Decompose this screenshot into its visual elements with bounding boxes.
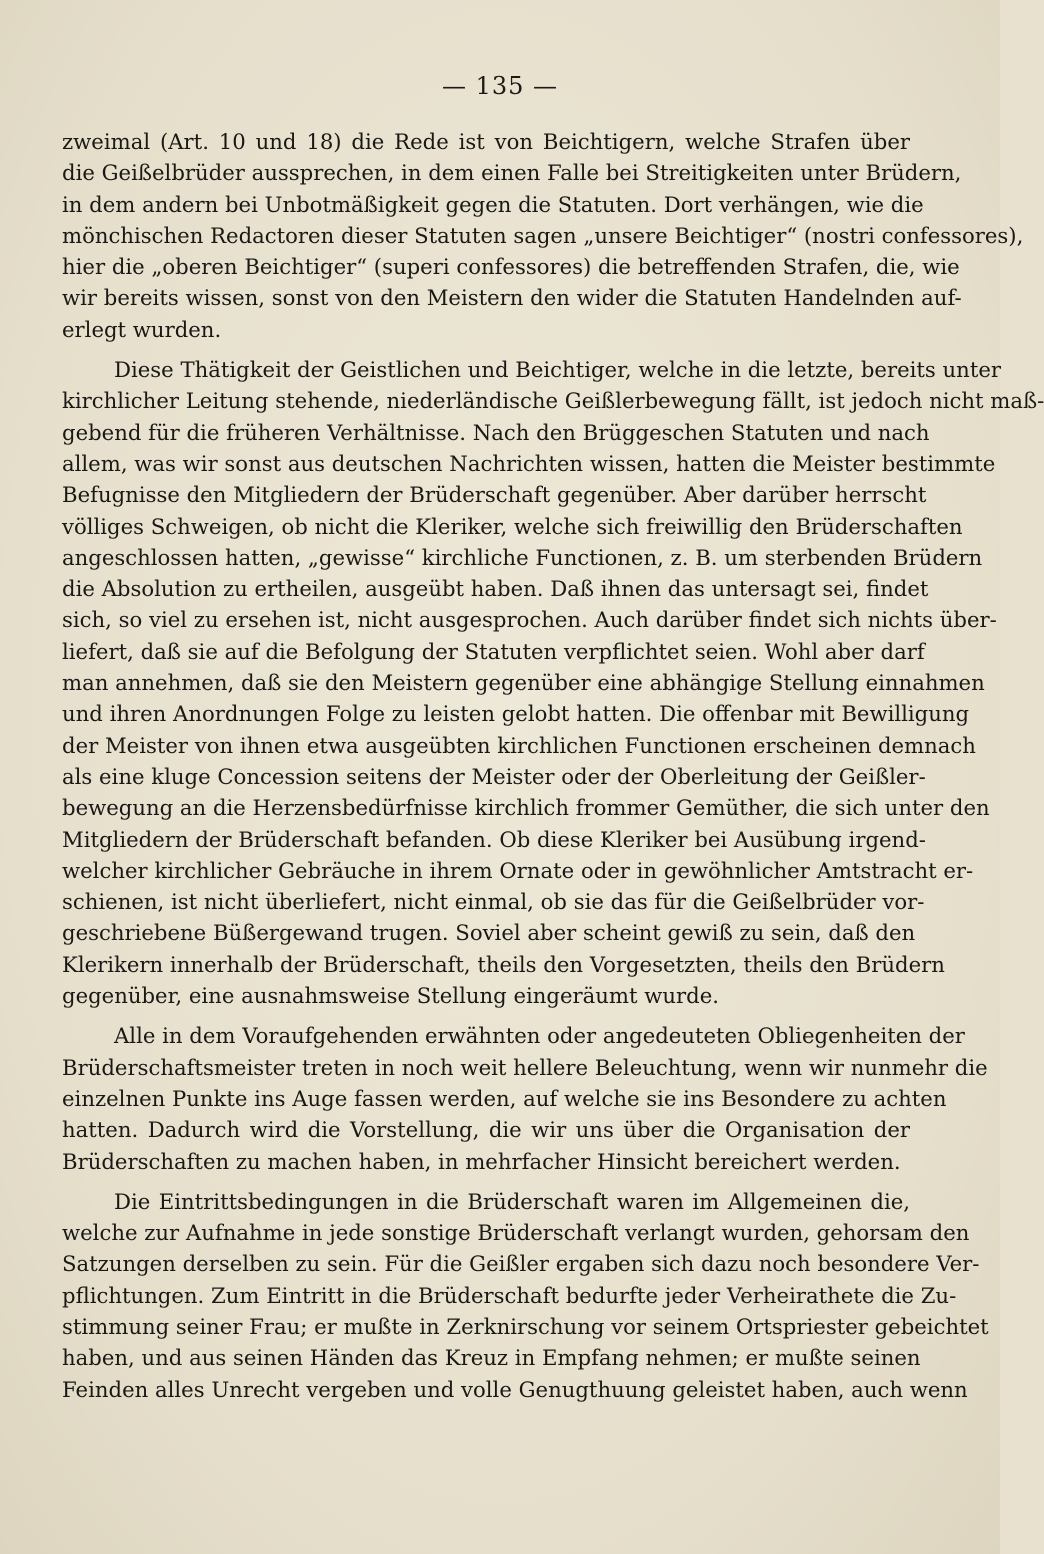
text-line: als eine kluge Concession seitens der Meister oder der Oberleitung der Geißler- bbox=[62, 763, 926, 789]
text-line: Klerikern innerhalb der Brüderschaft, theils den Vorgesetzten, theils den Brüdern bbox=[62, 951, 945, 977]
text-line: Diese Thätigkeit der Geistlichen und Beichtiger, welche in die letzte, bereits unter bbox=[114, 357, 1001, 383]
text-line: schienen, ist nicht überliefert, nicht einmal, ob sie das für die Geißelbrüder vor- bbox=[62, 889, 925, 915]
paragraph-1 bbox=[62, 126, 1024, 345]
text-line: erlegt wurden. bbox=[62, 316, 222, 342]
text-line: wir bereits wissen, sonst von den Meistern den wider die Statuten Handelnden auf- bbox=[62, 285, 962, 311]
text-line: welche zur Aufnahme in jede sonstige Brüderschaft verlangt wurden, gehorsam den bbox=[62, 1220, 970, 1246]
text-line: einzelnen Punkte ins Auge fassen werden, auf welche sie ins Besondere zu achten bbox=[62, 1085, 947, 1111]
paragraph-3 bbox=[62, 1020, 988, 1176]
text-line: und ihren Anordnungen Folge zu leisten gelobt hatten. Die offenbar mit Bewilligung bbox=[62, 701, 970, 727]
text-line: zweimal (Art. 10 und 18) die Rede ist von Beichtigern, welche Strafen über bbox=[62, 129, 910, 154]
text-line: Brüderschaften zu machen haben, in mehrfacher Hinsicht bereichert werden. bbox=[62, 1148, 901, 1174]
text-line: Die Eintrittsbedingungen in die Brüderschaft waren im Allgemeinen die, bbox=[114, 1188, 910, 1214]
text-line: kirchlicher Leitung stehende, niederländische Geißlerbewegung fällt, ist jedoch nicht maß- bbox=[62, 388, 1044, 414]
text-line: haben, und aus seinen Händen das Kreuz in Empfang nehmen; er mußte seinen bbox=[62, 1345, 921, 1371]
text-line: allem, was wir sonst aus deutschen Nachrichten wissen, hatten die Meister bestimmte bbox=[62, 450, 996, 476]
page-number: — 135 — bbox=[441, 72, 559, 100]
text-line: die Geißelbrüder aussprechen, in dem einen Falle bei Streitigkeiten unter Brüdern, bbox=[62, 160, 962, 186]
text-line: in dem andern bei Unbotmäßigkeit gegen die Statuten. Dort verhängen, wie die bbox=[62, 191, 924, 217]
text-line: gebend für die früheren Verhältnisse. Nach den Brüggeschen Statuten und nach bbox=[62, 419, 930, 445]
text-line: hatten. Dadurch wird die Vorstellung, die wir uns über die Organisation der bbox=[62, 1117, 910, 1143]
text-line: liefert, daß sie auf die Befolgung der Statuten verpflichtet seien. Wohl aber darf bbox=[62, 638, 925, 664]
text-line: bewegung an die Herzensbedürfnisse kirchlich frommer Gemüther, die sich unter den bbox=[62, 795, 990, 821]
text-line: Befugnisse den Mitgliedern der Brüderschaft gegenüber. Aber darüber herrscht bbox=[62, 482, 927, 508]
text-line: Mitgliedern der Brüderschaft befanden. Ob diese Kleriker bei Ausübung irgend- bbox=[62, 826, 926, 852]
text-line: geschriebene Büßergewand trugen. Soviel aber scheint gewiß zu sein, daß den bbox=[62, 920, 916, 946]
text-line: sich, so viel zu ersehen ist, nicht ausgesprochen. Auch darüber findet sich nichts über- bbox=[62, 607, 997, 633]
text-line: Satzungen derselben zu sein. Für die Geißler ergaben sich dazu noch besondere Ver- bbox=[62, 1251, 980, 1277]
body-text bbox=[62, 126, 1044, 1405]
text-line: welcher kirchlicher Gebräuche in ihrem Ornate oder in gewöhnlicher Amtstracht er- bbox=[62, 857, 974, 883]
text-line: völliges Schweigen, ob nicht die Kleriker, welche sich freiwillig den Brüderschaften bbox=[62, 513, 963, 539]
paragraph-4 bbox=[62, 1186, 989, 1405]
text-line: der Meister von ihnen etwa ausgeübten kirchlichen Functionen erscheinen demnach bbox=[62, 732, 976, 758]
text-line: die Absolution zu ertheilen, ausgeübt haben. Daß ihnen das untersagt sei, findet bbox=[62, 576, 929, 602]
text-line: Brüderschaftsmeister treten in noch weit hellere Beleuchtung, wenn wir nunmehr die bbox=[62, 1054, 988, 1080]
text-line: man annehmen, daß sie den Meistern gegenüber eine abhängige Stellung einnahmen bbox=[62, 670, 985, 696]
text-line: hier die „oberen Beichtiger“ (superi confessores) die betreffenden Strafen, die, wie bbox=[62, 254, 960, 280]
text-line: stimmung seiner Frau; er mußte in Zerknirschung vor seinem Ortspriester gebeichtet bbox=[62, 1313, 989, 1339]
text-line: gegenüber, eine ausnahmsweise Stellung eingeräumt wurde. bbox=[62, 983, 719, 1009]
text-line: angeschlossen hatten, „gewisse“ kirchliche Functionen, z. B. um sterbenden Brüdern bbox=[62, 544, 983, 570]
text-line: pflichtungen. Zum Eintritt in die Brüderschaft bedurfte jeder Verheirathete die Zu- bbox=[62, 1282, 957, 1308]
text-line: Alle in dem Voraufgehenden erwähnten oder angedeuteten Obliegenheiten der bbox=[114, 1023, 965, 1049]
text-line: Feinden alles Unrecht vergeben und volle Genugthuung geleistet haben, auch wenn bbox=[62, 1376, 968, 1402]
text-line: mönchischen Redactoren dieser Statuten sagen „unsere Beichtiger“ (nostri confessores), bbox=[62, 222, 1024, 248]
paragraph-2 bbox=[62, 354, 1044, 1011]
